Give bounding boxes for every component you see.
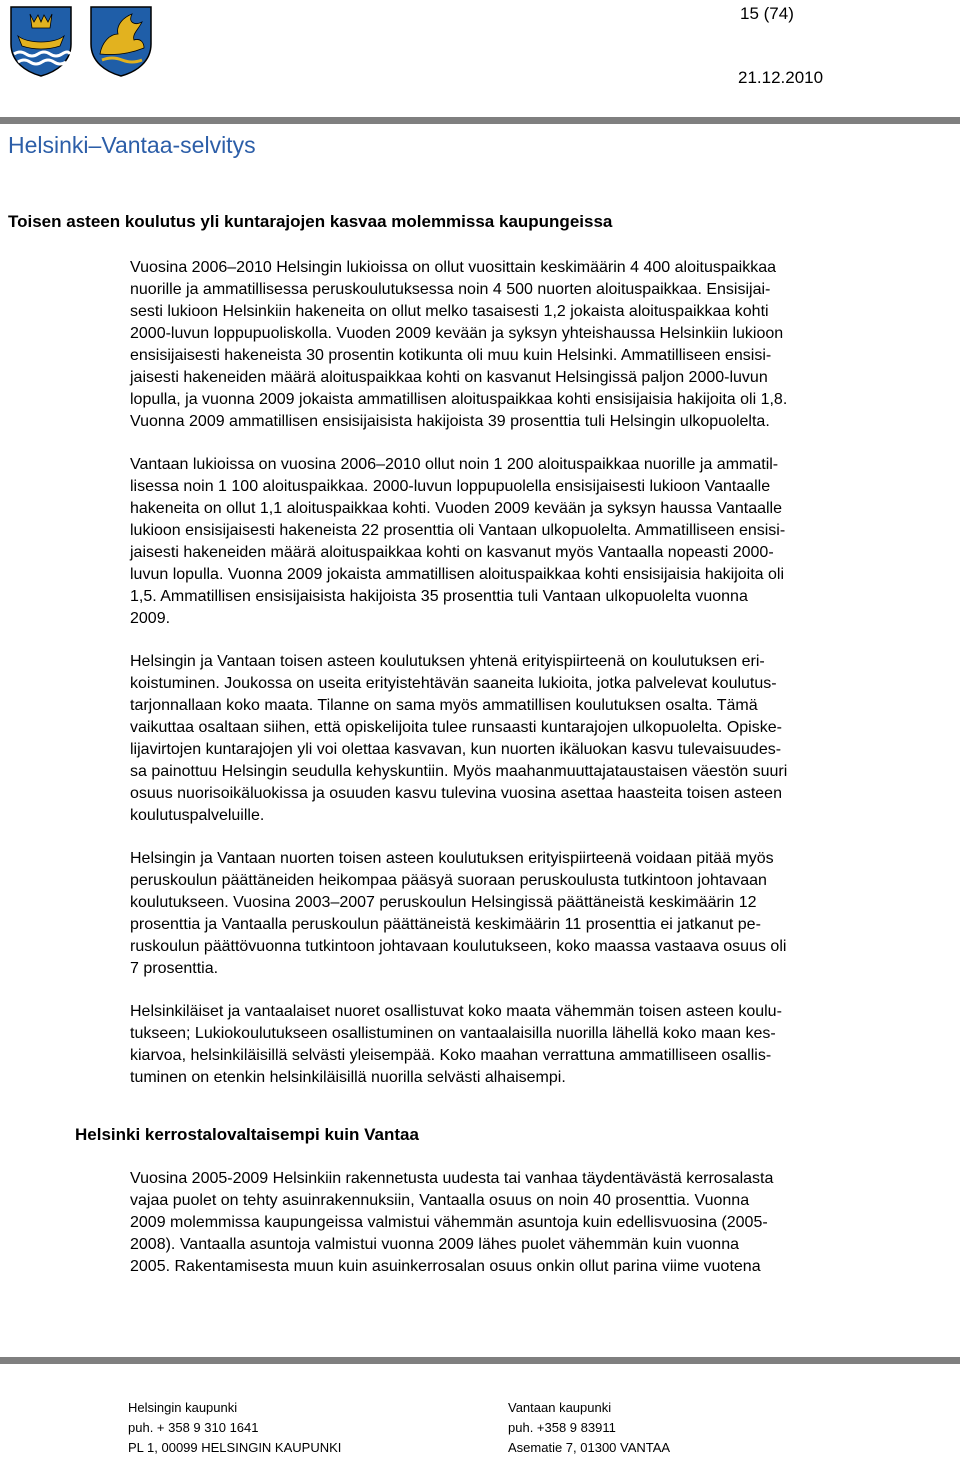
text-line: peruskoulun päättäneiden heikompaa pääsyä suoraan peruskoulusta tutkintoon johtavaan <box>130 872 767 889</box>
text-line: 2008). Vantaalla asuntoja valmistui vuonna 2009 lähes puolet vähemmän kuin vuonna <box>130 1236 739 1253</box>
section-body-housing <box>130 1168 920 1299</box>
text-line: Vantaan lukioissa on vuosina 2006–2010 ollut noin 1 200 aloituspaikkaa nuorille ja ammatil- <box>130 456 779 473</box>
text-line: lukioon ensisijaisesti hakeneista 22 prosenttia oli Vantaan ulkopuolelta. Ammatilliseen ensisi- <box>130 522 786 539</box>
paragraph <box>130 257 920 433</box>
text-line: jaisesti hakeneiden määrä aloituspaikkaa kohti on kasvanut Helsingissä paljon 2000-luvun <box>130 369 768 386</box>
text-line: lijavirtojen kuntarajojen yli voi olettaa kasvavan, kun nuorten ikäluokan kasvu tulevaisuudes- <box>130 741 782 758</box>
paragraph <box>130 1168 920 1278</box>
paragraph <box>130 454 920 630</box>
text-line: sa painottuu Helsingin seudulla kehyskuntiin. Myös maahanmuuttajataustaisen väestön suuri <box>130 763 788 780</box>
text-line: lopulla, ja vuonna 2009 jokaista ammatillisen aloituspaikkaa kohti ensisijaisia hakijoita oli 1,8. <box>130 391 788 408</box>
text-line: hakeneita on ollut 1,1 aloituspaikkaa kohti. Vuoden 2009 kevään ja syksyn haussa Vantaalle <box>130 500 782 517</box>
text-line: vajaa puolet on tehty asuinrakennuksiin, Vantaalla osuus on noin 40 prosenttia. Vuonna <box>130 1192 750 1209</box>
text-line: koulutuspalveluille. <box>130 807 265 824</box>
text-line: Vuosina 2005-2009 Helsinkiin rakennetusta uudesta tai vanhaa täydentävästä kerrosalasta <box>130 1170 774 1187</box>
page-number: 15 (74) <box>740 4 794 23</box>
vantaa-crest-logo <box>88 4 154 78</box>
text-line: osuus nuorisoikäluokissa ja osuuden kasvu tulevina vuosina asettaa haasteita toisen asteen <box>130 785 782 802</box>
text-line: 2005. Rakentamisesta muun kuin asuinkerrosalan osuus onkin ollut parina viime vuotena <box>130 1258 761 1275</box>
text-line: sesti lukioon Helsinkiin hakeneita on ollut melko tasaisesti 1,2 jokaista aloituspaikkaa kohti <box>130 303 769 320</box>
text-line: ruskoulun päättövuonna tutkintoon johtavaan koulutukseen, koko maassa vastaava osuus oli <box>130 938 787 955</box>
paragraph <box>130 1001 920 1089</box>
helsinki-crest-logo <box>8 4 74 78</box>
text-line: Helsingin ja Vantaan toisen asteen koulutuksen yhtenä erityispiirteenä on koulutuksen eri- <box>130 653 765 670</box>
text-line: tuminen on etenkin helsinkiläisillä nuorilla selvästi alhaisempi. <box>130 1069 566 1086</box>
text-line: 7 prosenttia. <box>130 960 219 977</box>
section-body-education <box>130 257 920 1110</box>
text-line: nuorille ja ammatillisessa peruskoulutuksessa noin 4 500 nuorten aloituspaikkaa. Ensisijai- <box>130 281 771 298</box>
footer-helsinki-phone: puh. + 358 9 310 1641 <box>128 1420 259 1435</box>
text-line: 2000-luvun loppupuoliskolla. Vuoden 2009 kevään ja syksyn yhteishaussa Helsinkiin lukioon <box>130 325 784 342</box>
text-line: Helsingin ja Vantaan nuorten toisen asteen koulutuksen erityispiirteenä voidaan pitää myös <box>130 850 774 867</box>
text-line: Helsinkiläiset ja vantaalaiset nuoret osallistuvat koko maata vähemmän toisen asteen koulu- <box>130 1003 782 1020</box>
text-line: koistuminen. Joukossa on useita erityistehtävän saaneita lukioita, jotka palvelevat koulutus- <box>130 675 777 692</box>
text-line: kiarvoa, helsinkiläisillä selvästi yleisempää. Koko maahan verrattuna ammatilliseen osallis- <box>130 1047 772 1064</box>
document-title: Helsinki–Vantaa-selvitys <box>8 132 256 158</box>
footer-vantaa-phone: puh. +358 9 83911 <box>508 1420 616 1435</box>
text-line: koulutukseen. Vuosina 2003–2007 peruskoulun Helsingissä päättäneistä keskimäärin 12 <box>130 894 757 911</box>
paragraph <box>130 651 920 827</box>
text-line: prosenttia ja Vantaalla peruskoulun päättäneistä keskimäärin 11 prosenttia ei jatkanut pe- <box>130 916 761 933</box>
text-line: luvun lopulla. Vuonna 2009 jokaista ammatillisen aloituspaikkaa kohti ensisijaisia hakijoita oli <box>130 566 785 583</box>
text-line: Vuosina 2006–2010 Helsingin lukioissa on ollut vuosittain keskimäärin 4 400 aloituspaikkaa <box>130 259 777 276</box>
section-heading-education: Toisen asteen koulutus yli kuntarajojen kasvaa molemmissa kaupungeissa <box>8 212 613 231</box>
text-line: ensisijaisesti hakeneista 30 prosentin kotikunta oli muu kuin Helsinki. Ammatilliseen ensisi- <box>130 347 772 364</box>
text-line: 1,5. Ammatillisen ensisijaisista hakijoista 35 prosenttia tuli Vantaan ulkopuolelta vuonna <box>130 588 748 605</box>
footer-helsinki-name: Helsingin kaupunki <box>128 1400 238 1415</box>
text-line: jaisesti hakeneiden määrä aloituspaikkaa kohti on kasvanut myös Vantaalla nopeasti 2000- <box>130 544 774 561</box>
footer-vantaa <box>508 1398 670 1458</box>
footer-vantaa-address: Asematie 7, 01300 VANTAA <box>508 1440 671 1455</box>
section-heading-housing: Helsinki kerrostalovaltaisempi kuin Vantaa <box>75 1125 419 1144</box>
text-line: 2009 molemmissa kaupungeissa valmistui vähemmän asuntoja kuin edellisvuosina (2005- <box>130 1214 768 1231</box>
text-line: tukseen; Lukiokoulutukseen osallistuminen on vantaalaisilla nuorilla lähellä koko maan kes- <box>130 1025 776 1042</box>
text-line: Vuonna 2009 ammatillisen ensisijaisista hakijoista 39 prosenttia tuli Helsingin ulkopuolelta. <box>130 413 770 430</box>
text-line: lisessa noin 1 100 aloituspaikkaa. 2000-luvun loppupuolella ensisijaisesti lukioon Vantaalle <box>130 478 771 495</box>
text-line: 2009. <box>130 610 171 627</box>
footer-vantaa-name: Vantaan kaupunki <box>508 1400 612 1415</box>
header-rule <box>0 117 960 124</box>
footer-rule <box>0 1357 960 1364</box>
footer-helsinki-address: PL 1, 00099 HELSINGIN KAUPUNKI <box>128 1440 342 1455</box>
text-line: vaikuttaa osaltaan siihen, että opiskelijoita tulee runsaasti kuntarajojen ulkopuolelta. Opiske- <box>130 719 782 736</box>
document-date: 21.12.2010 <box>738 68 824 87</box>
footer-helsinki <box>128 1398 341 1458</box>
text-line: tarjonnallaan koko maata. Tilanne on sama myös ammatillisen koulutuksen osalta. Tämä <box>130 697 758 714</box>
paragraph <box>130 848 920 980</box>
